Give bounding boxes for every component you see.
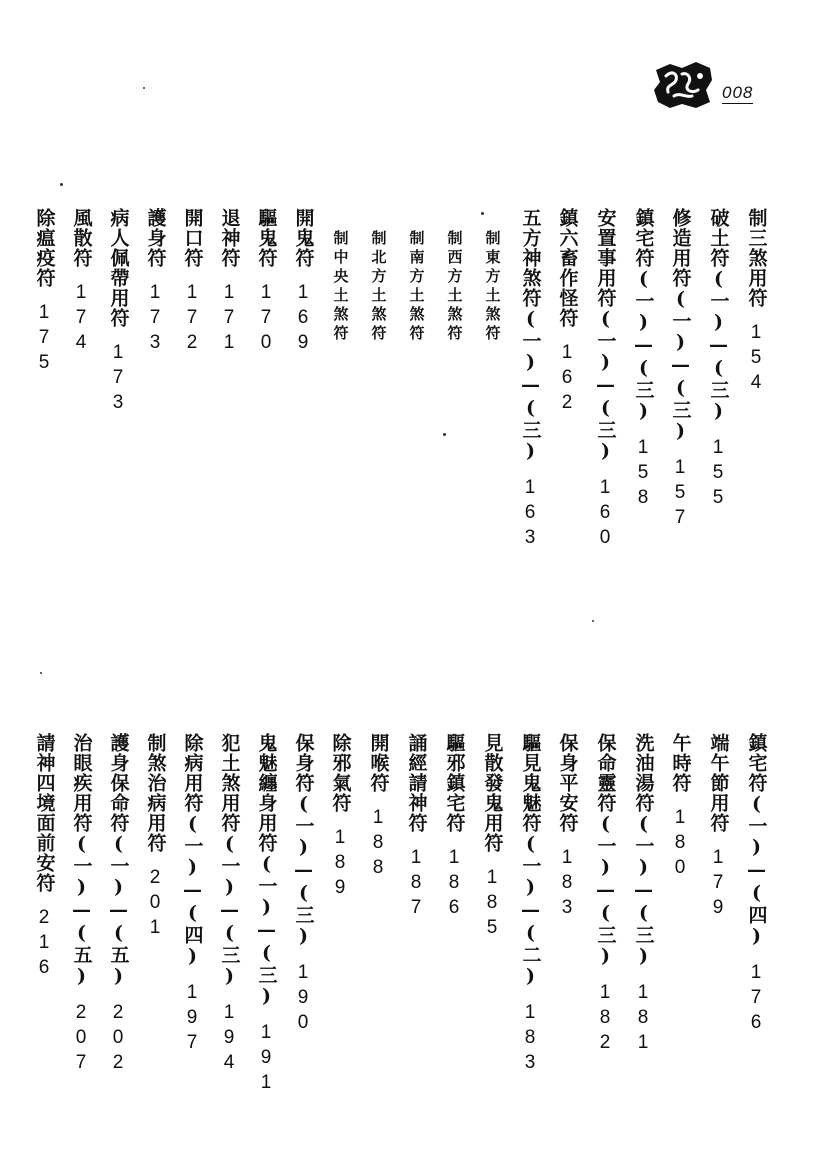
toc-entry [176,208,208,357]
entry-page: 181 [632,982,654,1057]
entry-page: 175 [33,302,55,377]
toc-entry [589,208,621,552]
entry-page: 183 [556,847,578,922]
entry-title: 鎮六畜作怪符 [556,208,579,328]
entry-page: 176 [745,962,767,1037]
scan-speck [481,212,484,215]
toc-entry [476,733,508,942]
entry-page: 155 [707,437,729,512]
entry-page: 216 [33,907,55,982]
entry-title: 制南方土煞符 [407,230,426,344]
toc-entry [514,208,546,552]
entry-page: 188 [367,807,389,882]
toc-entry [476,208,508,344]
toc-entry [287,208,319,357]
toc-entry [324,733,356,902]
entry-title: 午時符 [669,733,692,793]
toc-entry [551,733,583,922]
entry-title: 驅邪鎮宅符 [443,733,466,833]
entry-title: 保身平安符 [556,733,579,833]
entry-title: 治眼疾用符(一)—(五) [70,733,93,988]
toc-bottom-section [0,733,813,1097]
entry-title: 開喉符 [367,733,390,793]
entry-title: 制西方土煞符 [445,230,464,344]
toc-top-section [0,208,813,552]
toc-entry [65,208,97,357]
entry-page: 187 [405,847,427,922]
toc-entry [250,208,282,357]
entry-title: 保命靈符(一)—(三) [594,733,617,968]
entry-page: 182 [594,982,616,1057]
entry-page: 171 [218,282,240,357]
entry-title: 護身符 [144,208,167,268]
entry-title: 犯土煞用符(一)—(三) [218,733,241,988]
toc-entry [102,208,134,417]
entry-page: 183 [519,1002,541,1077]
scan-speck [143,87,145,89]
entry-page: 202 [107,1002,129,1077]
entry-page: 180 [669,807,691,882]
toc-entry [324,208,356,344]
entry-page: 163 [519,477,541,552]
page-header [652,58,772,118]
scan-speck [60,183,63,186]
toc-entry [102,733,134,1077]
entry-page: 173 [107,342,129,417]
toc-entry [362,208,394,344]
entry-page: 172 [181,282,203,357]
toc-entry [740,208,772,397]
toc-entry [664,208,696,532]
entry-title: 除病用符(一)—(四) [181,733,204,968]
toc-entry [702,208,734,512]
entry-page: 201 [144,867,166,942]
toc-entry [514,733,546,1077]
entry-title: 驅見鬼魅符(一)—(二) [519,733,542,988]
toc-entry [627,733,659,1057]
toc-entry [400,733,432,922]
toc-entry [589,733,621,1057]
entry-page: 170 [255,282,277,357]
entry-page: 190 [292,962,314,1037]
entry-title: 安置事用符(一)—(三) [594,208,617,463]
entry-title: 修造用符(一)—(三) [669,208,692,443]
entry-page: 179 [707,847,729,922]
entry-title: 見散發鬼用符 [481,733,504,853]
entry-title: 制中央土煞符 [331,230,350,344]
scan-speck [40,672,42,674]
entry-title: 誦經請神符 [405,733,428,833]
toc-entry [139,208,171,357]
toc-entry [627,208,659,512]
entry-title: 制三煞用符 [745,208,768,308]
entry-page: 173 [144,282,166,357]
entry-title: 端午節用符 [707,733,730,833]
entry-title: 開鬼符 [292,208,315,268]
entry-title: 除瘟疫符 [33,208,56,288]
ink-emblem-icon [652,60,714,110]
page-number: 008 [722,83,754,102]
entry-title: 驅鬼符 [255,208,278,268]
toc-entry [400,208,432,344]
entry-page: 186 [443,847,465,922]
entry-page: 197 [181,982,203,1057]
entry-page: 191 [255,1022,277,1097]
entry-title: 退神符 [218,208,241,268]
toc-entry [551,208,583,417]
entry-title: 鎮宅符(一)—(四) [745,733,768,948]
entry-title: 病人佩帶用符 [107,208,130,328]
scan-speck [592,620,594,622]
entry-title: 風散符 [70,208,93,268]
entry-title: 護身保命符(一)—(五) [107,733,130,988]
entry-title: 破土符(一)—(三) [707,208,730,423]
entry-page: 207 [70,1002,92,1077]
toc-entry [28,733,60,982]
entry-page: 158 [632,437,654,512]
entry-page: 162 [556,342,578,417]
toc-entry [740,733,772,1037]
toc-entry [250,733,282,1097]
entry-page: 169 [292,282,314,357]
toc-entry [438,733,470,922]
entry-title: 請神四境面前安符 [33,733,56,893]
toc-entry [176,733,208,1057]
entry-title: 洗油湯符(一)—(三) [632,733,655,968]
toc-entry [664,733,696,882]
entry-title: 五方神煞符(一)—(三) [519,208,542,463]
entry-page: 174 [70,282,92,357]
toc-entry [702,733,734,922]
toc-entry [139,733,171,942]
toc-entry [65,733,97,1077]
entry-page: 154 [745,322,767,397]
entry-page: 194 [218,1002,240,1077]
entry-title: 除邪氣符 [329,733,352,813]
entry-title: 鎮宅符(一)—(三) [632,208,655,423]
scan-speck [443,433,446,436]
entry-page: 157 [669,457,691,532]
entry-page: 185 [481,867,503,942]
entry-title: 鬼魅纏身用符(一)—(三) [255,733,278,1008]
entry-title: 制北方土煞符 [369,230,388,344]
entry-page: 189 [329,827,351,902]
toc-entry [438,208,470,344]
toc-entry [213,208,245,357]
entry-title: 開口符 [181,208,204,268]
toc-entry [362,733,394,882]
toc-entry [287,733,319,1037]
entry-title: 制東方土煞符 [483,230,502,344]
entry-page: 160 [594,477,616,552]
entry-title: 制煞治病用符 [144,733,167,853]
toc-entry [213,733,245,1077]
toc-entry [28,208,60,377]
entry-title: 保身符(一)—(三) [292,733,315,948]
